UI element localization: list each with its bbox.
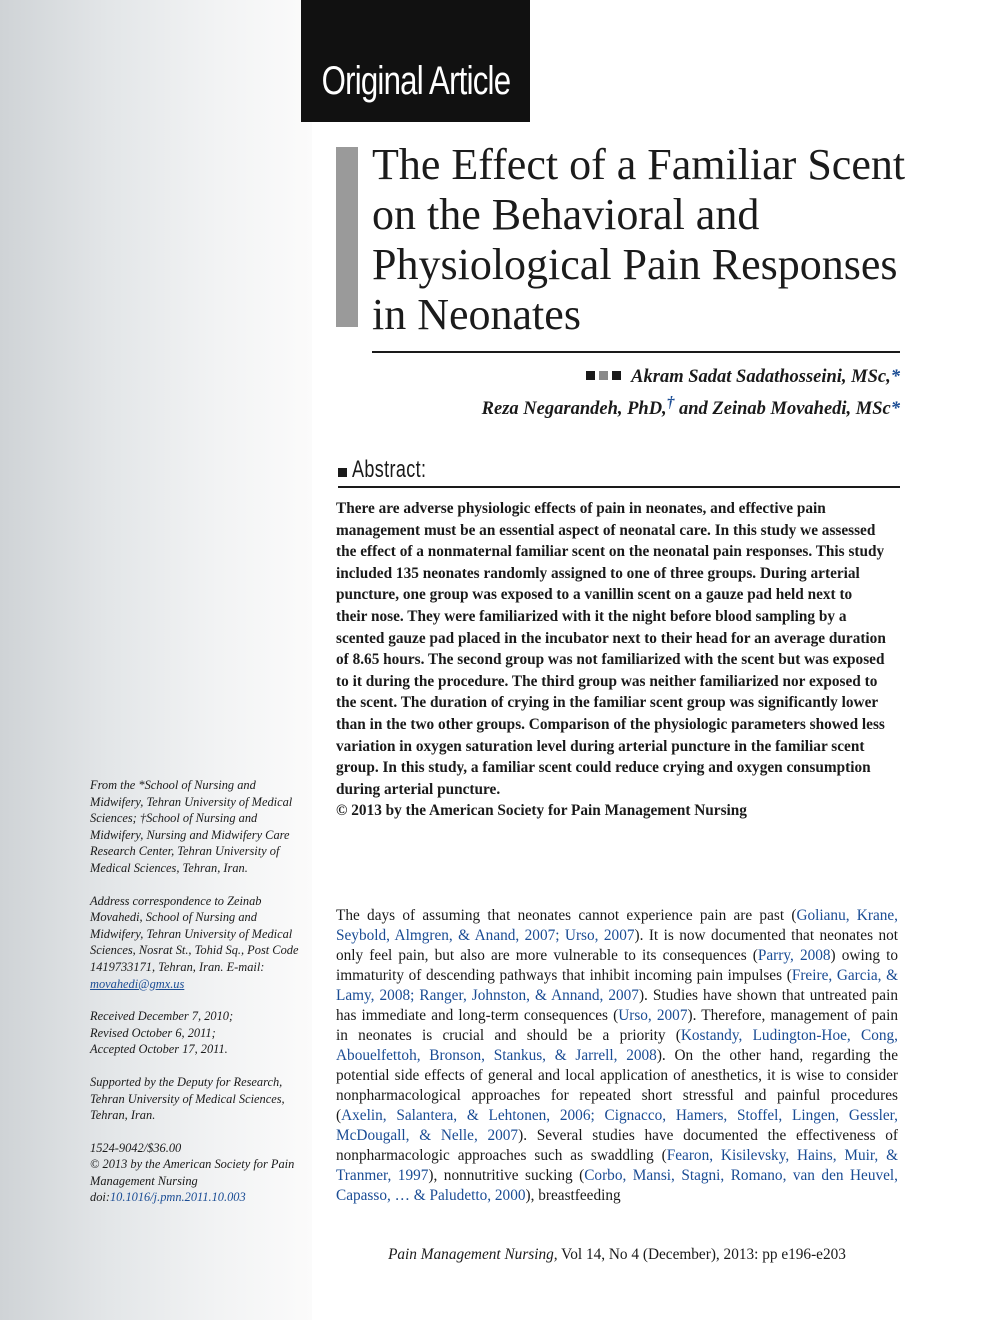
article-sidebar xyxy=(90,777,310,1222)
body-text: ) owing to immaturity of descending pathways that inhibit incoming pain impulses ( xyxy=(336,947,898,984)
affiliation-mark: * xyxy=(890,399,900,420)
citation-link[interactable]: Corbo, Mansi, Stagni, Romano, van den Heuvel, Capasso, … & Paludetto, 2000 xyxy=(336,1167,898,1204)
citation-link[interactable]: Parry, 2008 xyxy=(757,947,831,964)
square-bullet-icon xyxy=(599,371,608,380)
author-line-1 xyxy=(372,364,900,390)
author-list xyxy=(372,364,900,422)
journal-name: Pain Management Nursing, xyxy=(388,1246,558,1263)
journal-footer xyxy=(336,1245,898,1265)
body-text: ). Studies have shown that untreated pain has immediate and long-term consequences ( xyxy=(336,987,898,1024)
citation-link[interactable]: Urso, 2007 xyxy=(618,1007,688,1024)
dates-note xyxy=(90,1008,310,1058)
doi-label: doi: xyxy=(90,1190,110,1205)
citation-link[interactable]: Kostandy, Ludington-Hoe, Cong, Abouelfettoh, Bronson, Stankus, & Jarrell, 2008 xyxy=(336,1027,898,1064)
square-bullet-icon xyxy=(612,371,621,380)
article-type-banner xyxy=(301,0,530,122)
body-text: The days of assuming that neonates cannot experience pain are past ( xyxy=(336,907,797,924)
citation-link[interactable]: Axelin, Salantera, & Lehtonen, 2006; Cignacco, Hamers, Stoffel, Lingen, Gessler, McDougall, & Nelle, 2007 xyxy=(336,1107,898,1144)
article-body xyxy=(336,906,898,1206)
body-text: ). On the other hand, regarding the potential side effects of general and local application of anesthetics, it is wise to consider nonpharmacological approaches for repeated short stressful and painful procedures ( xyxy=(336,1047,898,1124)
issn: 1524-9042/$36.00 xyxy=(90,1140,182,1155)
doi-link[interactable]: 10.1016/j.pmn.2011.10.003 xyxy=(109,1190,246,1205)
square-bullet-icon xyxy=(338,468,347,477)
journal-details: Vol 14, No 4 (December), 2013: pp e196-e203 xyxy=(557,1246,846,1263)
author-2: Reza Negarandeh, PhD, xyxy=(481,399,667,420)
correspondence-note xyxy=(90,893,310,993)
author-line-2 xyxy=(372,390,900,422)
body-text: ). Therefore, management of pain in neonates is crucial and should be a priority ( xyxy=(336,1007,898,1044)
title-divider xyxy=(372,351,900,353)
email-link[interactable]: movahedi@gmx.us xyxy=(90,976,185,991)
publisher-copyright: © 2013 by the American Society for Pain Management Nursing xyxy=(90,1157,295,1188)
citation-link[interactable]: Fearon, Kisilevsky, Hains, Muir, & Tranmer, 1997 xyxy=(336,1147,898,1184)
author-3: and Zeinab Movahedi, MSc xyxy=(674,399,891,420)
affiliation-mark: † xyxy=(666,394,675,411)
abstract-heading xyxy=(338,456,900,488)
abstract-label: Abstract: xyxy=(352,456,427,483)
square-bullet-icon xyxy=(586,371,595,380)
publication-note xyxy=(90,1140,310,1206)
funding-note: Supported by the Deputy for Research, Tehran University of Medical Sciences, Tehran, Iran. xyxy=(90,1074,285,1123)
affiliation-note: From the *School of Nursing and Midwifery, Tehran University of Medical Sciences; †School of Nursing and Midwifery, Nursing and Midwifery Care Research Center, Tehran University of Medical Sciences, Tehran, Iran. xyxy=(90,778,293,875)
abstract-text: There are adverse physiologic effects of pain in neonates, and effective pain management must be an essential aspect of neonatal care. In this study we assessed the effect of a nonmaternal familiar scent on the neonatal pain responses. This study included 135 neonates randomly assigned to one of three groups. During arterial puncture, one group was exposed to a vanillin scent on a gauze pad held next to their nose. They were familiarized with it the night before blood sampling by a scented gauze pad placed in the incubator next to their head for an average duration of 8.65 hours. The second group was not familiarized with the scent but was exposed to it during the procedure. The third group was neither familiarized nor exposed to the scent. The duration of crying in the familiar scent group was significantly lower than in the two other groups. Comparison of the physiologic parameters showed less variation in oxygen saturation level during arterial puncture in the familiar scent group. In this study, a familiar scent could reduce crying and oxygen consumption during arterial puncture. xyxy=(336,500,886,798)
body-text: ). Several studies have documented the effectiveness of nonpharmacologic approaches such as swaddling ( xyxy=(336,1127,898,1164)
received-date: Received December 7, 2010; xyxy=(90,1009,234,1024)
affiliation-mark: * xyxy=(890,367,900,387)
body-text: ), nonnutritive sucking ( xyxy=(428,1167,585,1184)
title-accent-bar xyxy=(336,147,358,327)
article-type-label: Original Article xyxy=(321,59,510,103)
body-text: ). It is now documented that neonates not only feel pain, but also are more vulnerable to its consequences ( xyxy=(336,927,898,964)
correspondence-address: Address correspondence to Zeinab Movahedi, School of Nursing and Midwifery, Tehran University of Medical Sciences, Nosrat St., Tohid Sq., Post Code 1419733171, Tehran, Iran. xyxy=(90,893,299,974)
author-1: Akram Sadat Sadathosseini, MSc, xyxy=(631,367,891,387)
citation-link[interactable]: Golianu, Krane, Seybold, Almgren, & Anand, 2007; Urso, 2007 xyxy=(336,907,898,944)
email-label: E-mail: xyxy=(226,959,265,974)
article-title: The Effect of a Familiar Scent on the Behavioral and Physiological Pain Responses in Neonates xyxy=(372,140,906,339)
accepted-date: Accepted October 17, 2011. xyxy=(90,1042,228,1057)
citation-link[interactable]: Freire, Garcia, & Lamy, 2008; Ranger, Johnston, & Annand, 2007 xyxy=(336,967,898,1004)
revised-date: Revised October 6, 2011; xyxy=(90,1025,216,1040)
abstract-copyright: © 2013 by the American Society for Pain Management Nursing xyxy=(336,802,747,820)
body-text: ), breastfeeding xyxy=(525,1187,621,1204)
abstract-body xyxy=(336,498,886,822)
